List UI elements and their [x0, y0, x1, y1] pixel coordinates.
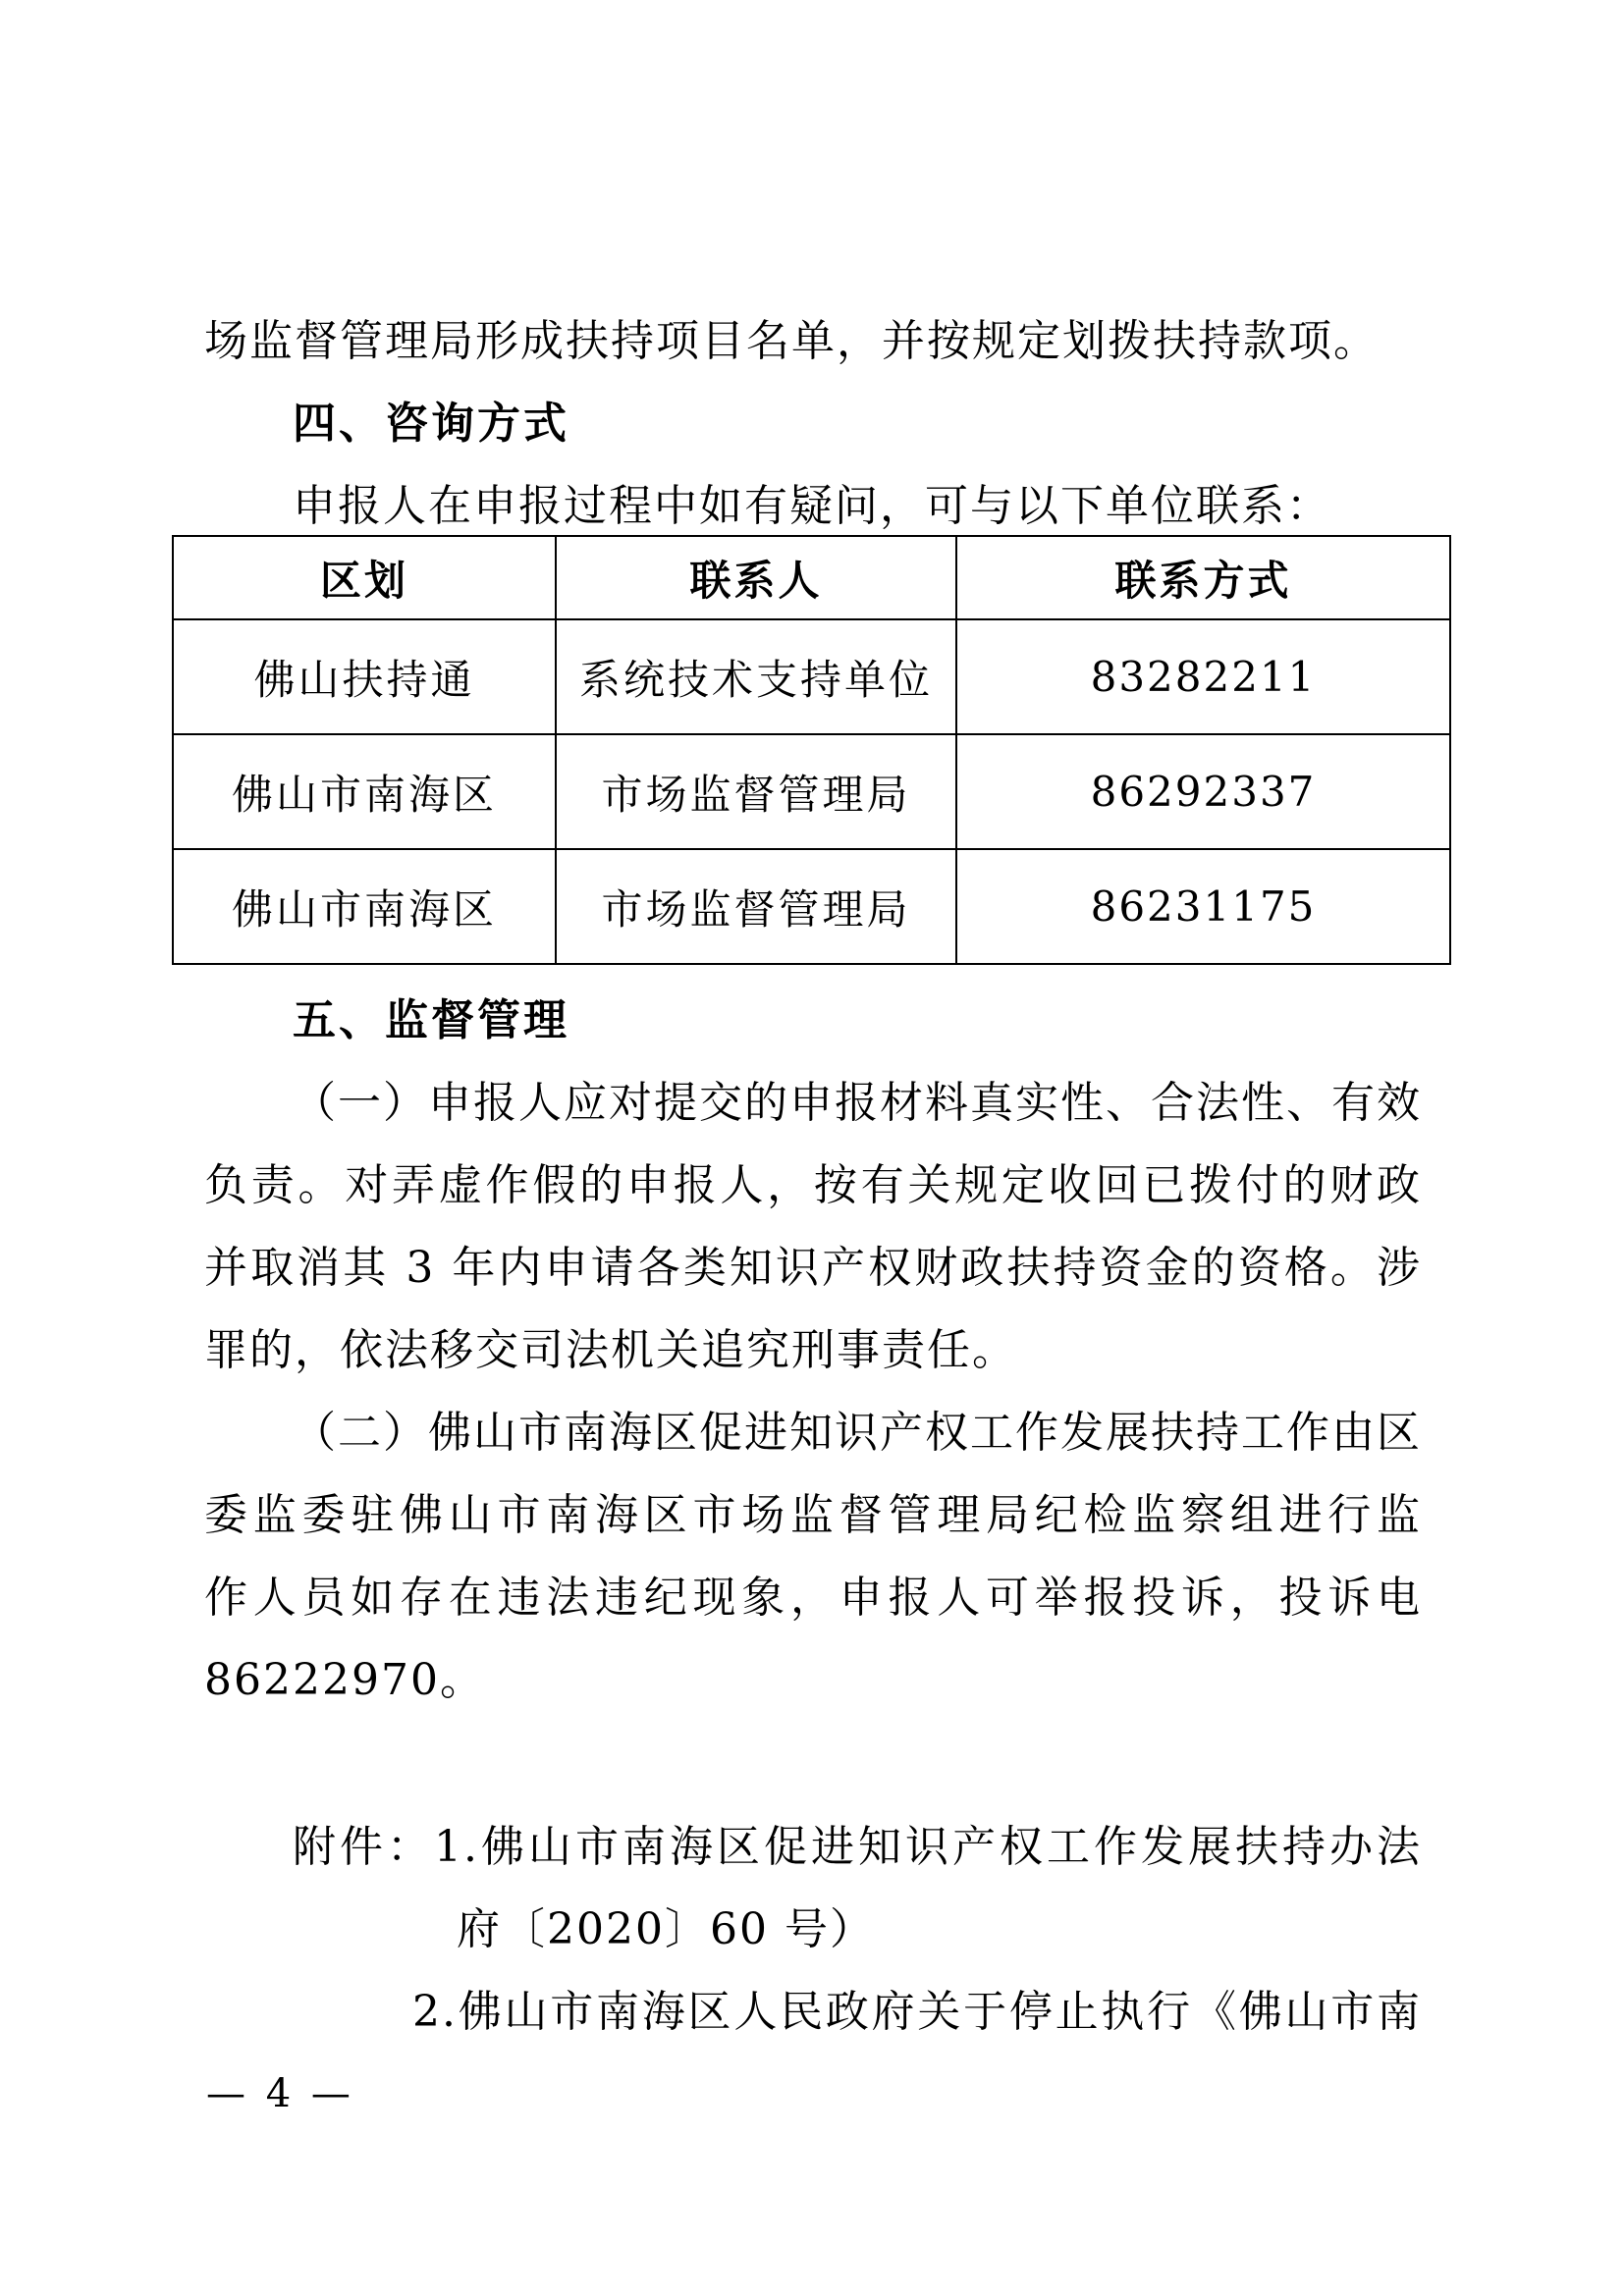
table-cell-region: 佛山市南海区 — [173, 849, 556, 964]
paragraph-line: 86222970。 — [204, 1655, 485, 1705]
table-row — [173, 849, 1450, 964]
column-header-region: 区划 — [173, 536, 556, 619]
column-header-contact-method: 联系方式 — [956, 536, 1450, 619]
paragraph-line: （一）申报人应对提交的申报材料真实性、合法性、有效 — [293, 1078, 1422, 1128]
contact-table — [172, 535, 1451, 965]
table-cell-contact: 市场监督管理局 — [556, 849, 956, 964]
table-cell-contact: 市场监督管理局 — [556, 734, 956, 849]
table-cell-contact: 系统技术支持单位 — [556, 619, 956, 734]
table-cell-phone: 86292337 — [956, 734, 1450, 849]
table-row — [173, 619, 1450, 734]
paragraph-line: 委监委驻佛山市南海区市场监督管理局纪检监察组进行监 — [204, 1490, 1422, 1540]
table-cell-phone: 86231175 — [956, 849, 1450, 964]
table-cell-region: 佛山扶持通 — [173, 619, 556, 734]
paragraph-line: 场监督管理局形成扶持项目名单，并按规定划拨扶持款项。 — [204, 316, 1379, 366]
table-cell-region: 佛山市南海区 — [173, 734, 556, 849]
table-cell-phone: 83282211 — [956, 619, 1450, 734]
column-header-contact: 联系人 — [556, 536, 956, 619]
paragraph-line: 作人员如存在违法违纪现象，申报人可举报投诉，投诉电 — [204, 1573, 1422, 1623]
paragraph-line: 负责。对弄虚作假的申报人，按有关规定收回已拨付的财政 — [204, 1160, 1422, 1210]
attachment-line: 附件：1.佛山市南海区促进知识产权工作发展扶持办法 — [293, 1822, 1422, 1872]
section-heading-supervision: 五、监督管理 — [293, 995, 569, 1045]
table-header-row — [173, 536, 1450, 619]
paragraph-line: 并取消其 3 年内申请各类知识产权财政扶持资金的资格。涉 — [204, 1243, 1422, 1293]
paragraph-line: 申报人在申报过程中如有疑问，可与以下单位联系： — [293, 481, 1331, 531]
attachment-line: 2.佛山市南海区人民政府关于停止执行《佛山市南 — [412, 1987, 1422, 2037]
section-heading-consultation: 四、咨询方式 — [293, 399, 569, 449]
attachment-line: 府〔2020〕60 号） — [457, 1904, 875, 1954]
page-number: — 4 — — [206, 2071, 354, 2116]
paragraph-line: （二）佛山市南海区促进知识产权工作发展扶持工作由区 — [293, 1408, 1422, 1458]
table-row — [173, 734, 1450, 849]
paragraph-line: 罪的，依法移交司法机关追究刑事责任。 — [204, 1325, 1017, 1375]
